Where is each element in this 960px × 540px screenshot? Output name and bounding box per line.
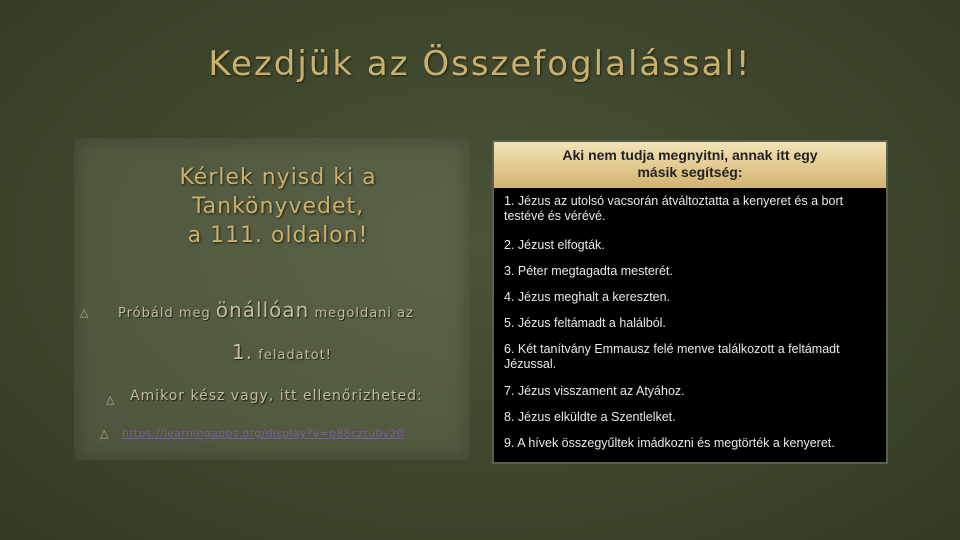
learningapps-link[interactable]: https://learningapps.org/display?v=p88cztu0v20 (122, 427, 404, 440)
list-item: 8. Jézus elküldte a Szentlelket. (504, 410, 676, 424)
bullet-try-alone (118, 298, 498, 322)
slide-title: Kezdjük az Összefoglalással! (208, 44, 752, 84)
instruction-line-3: a 111. oldalon! (187, 223, 369, 248)
instruction-text (98, 163, 458, 250)
bullet-1-task-number: 1. (232, 340, 254, 364)
instruction-line-1: Kérlek nyisd ki a (179, 165, 377, 190)
list-item: 1. Jézus az utolsó vacsorán átváltoztatta a kenyeret és a bort testévé és vérévé. (504, 194, 844, 223)
list-item: 9. A hívek összegyűltek imádkozni és megtörték a kenyeret. (504, 436, 835, 450)
help-panel-header (494, 142, 886, 188)
list-item: 5. Jézus feltámadt a halálból. (504, 316, 666, 330)
list-item: 7. Jézus visszament az Atyához. (504, 384, 685, 398)
help-header-line-1: Aki nem tudja megnyitni, annak itt egy (562, 147, 818, 163)
list-item: 2. Jézust elfogták. (504, 238, 605, 252)
triangle-bullet-icon: △ (80, 306, 89, 319)
triangle-bullet-icon: △ (100, 427, 109, 440)
bullet-check-here: Amikor kész vagy, itt ellenőrizheted: (130, 388, 423, 404)
help-panel (492, 140, 888, 464)
bullet-1-emphasis: önállóan (215, 298, 310, 322)
bullet-try-alone-continued (92, 340, 472, 364)
list-item: 4. Jézus meghalt a kereszten. (504, 290, 671, 304)
instruction-line-2: Tankönyvedet, (191, 194, 365, 219)
bullet-1-task-label: feladatot! (253, 348, 332, 363)
bullet-1-start: Próbáld meg (118, 306, 216, 321)
list-item: 3. Péter megtagadta mesterét. (504, 264, 673, 278)
triangle-bullet-icon: △ (106, 393, 115, 406)
help-header-line-2: másik segítség: (637, 164, 743, 180)
bullet-1-end: megoldani az (309, 306, 414, 321)
list-item: 6. Két tanítvány Emmausz felé menve találkozott a feltámadt Jézussal. (504, 342, 840, 371)
